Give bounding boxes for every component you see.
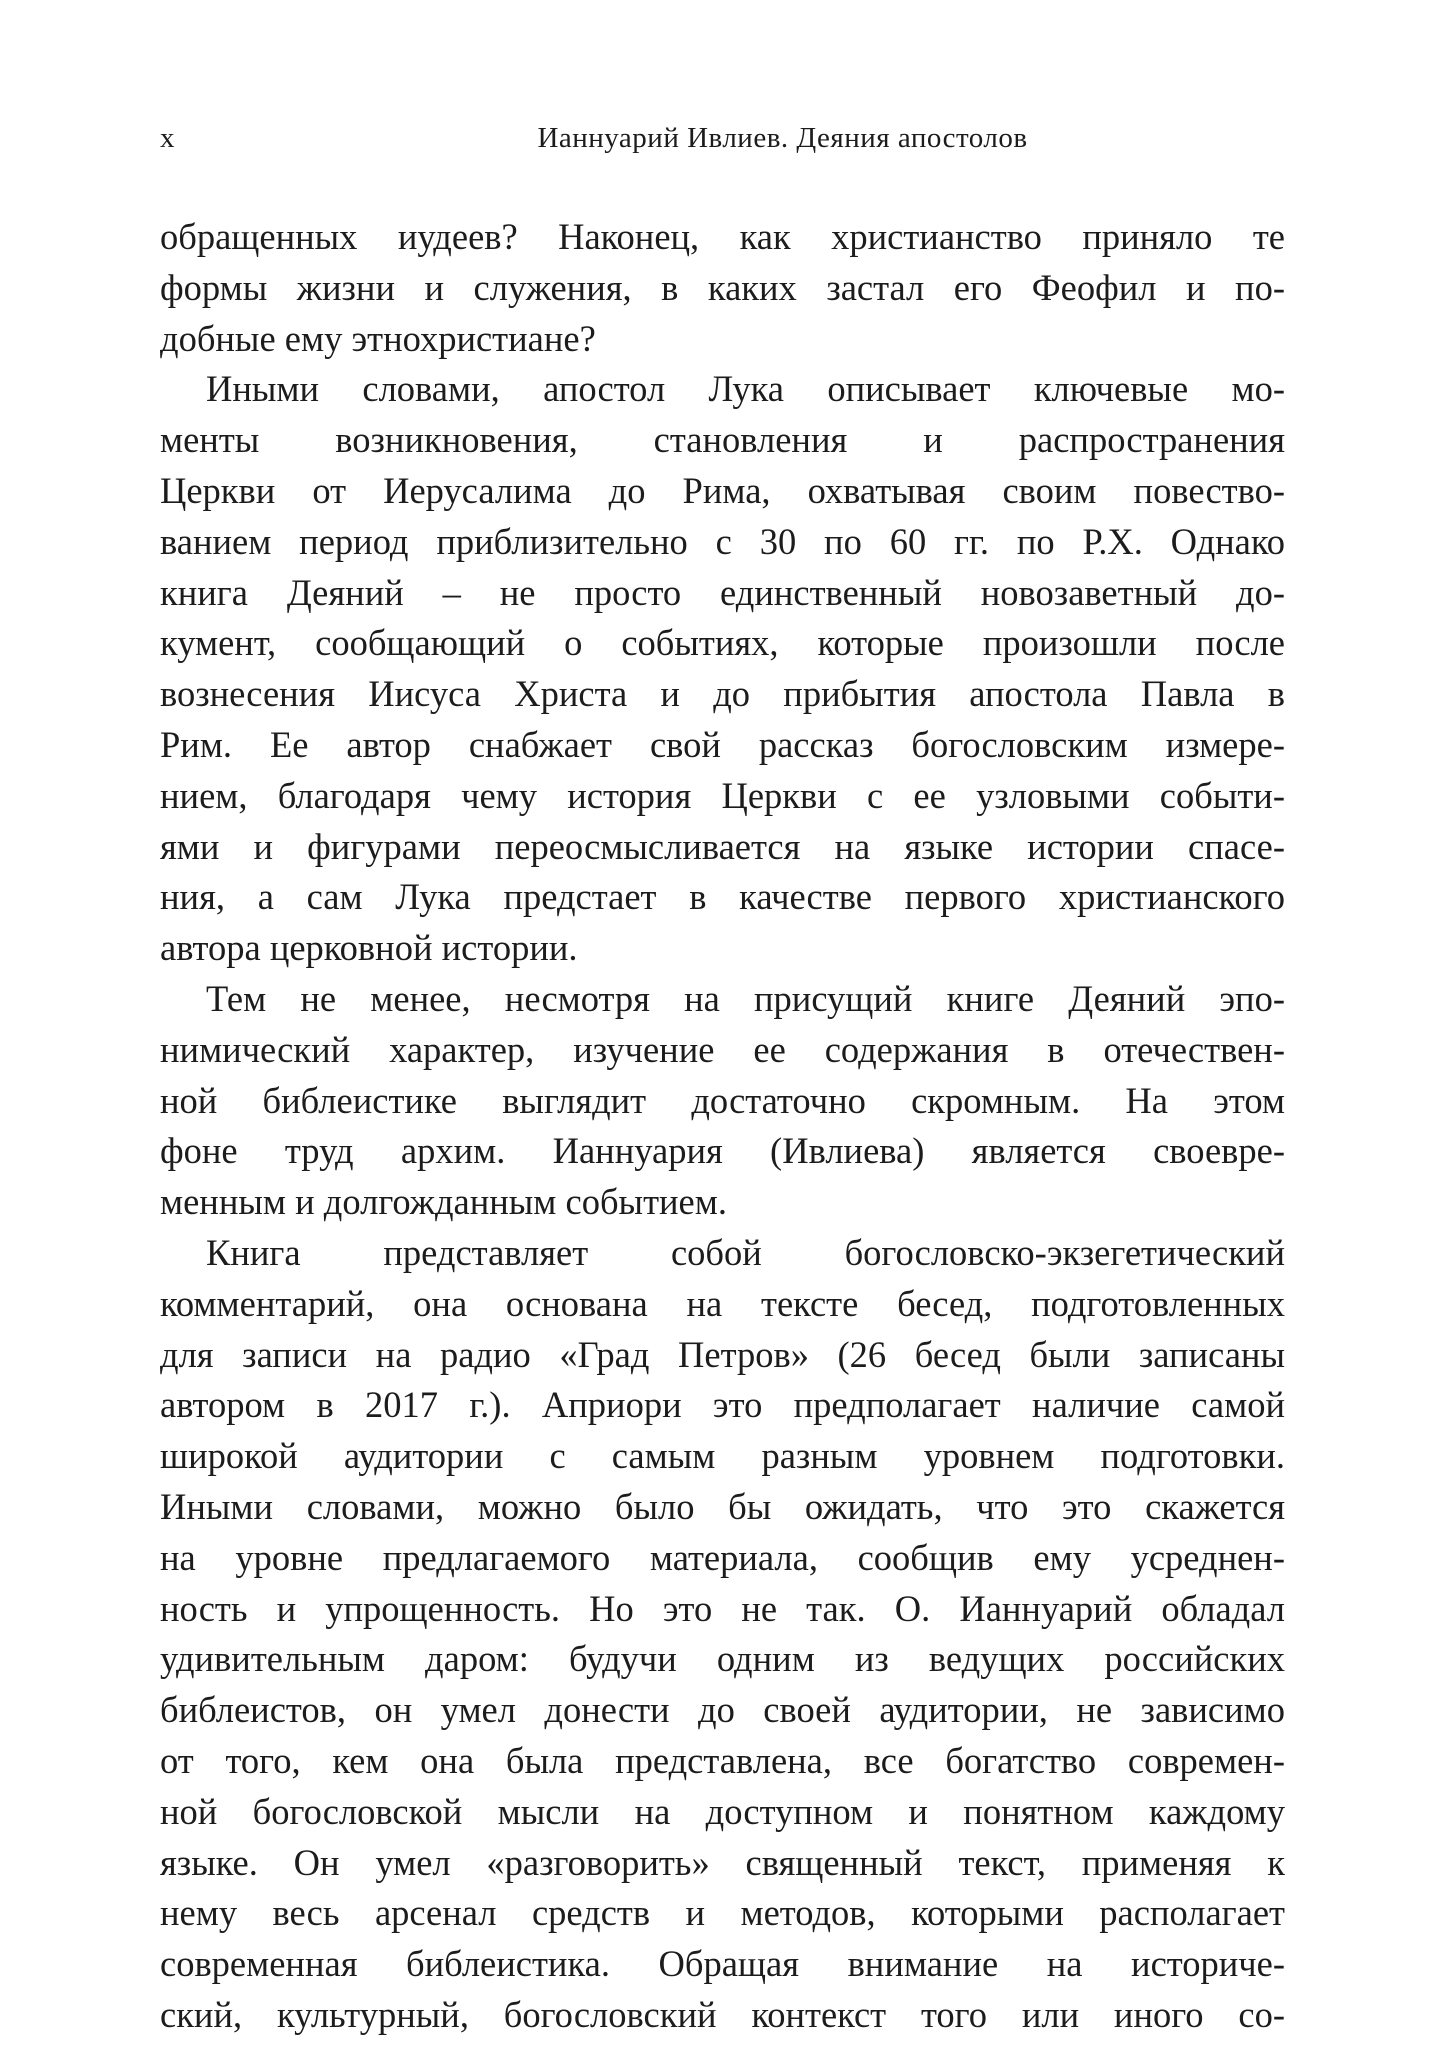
text-line: библеистов, он умел донести до своей аудитории, не зависимо — [160, 1689, 1285, 1731]
text-line: автором в 2017 г.). Априори это предполагает наличие самой — [160, 1384, 1285, 1426]
text-line: комментарий, она основана на тексте бесед, подготовленных — [160, 1282, 1285, 1324]
text-line: ния, а сам Лука предстает в качестве первого христианского — [160, 876, 1285, 918]
text-line: ванием период приблизительно с 30 по 60 гг. по Р.Х. Однако — [160, 520, 1285, 562]
text-line: нием, благодаря чему история Церкви с ее узловыми событи- — [160, 774, 1285, 816]
text-line: нему весь арсенал средств и методов, которыми располагает — [160, 1892, 1285, 1934]
text-line: менты возникновения, становления и распространения — [160, 419, 1285, 461]
running-title: Ианнуарий Ивлиев. Деяния апостолов — [537, 122, 1028, 154]
text-line: автора церковной истории. — [160, 927, 578, 969]
text-line: Книга представляет собой богословско-экзегетический — [206, 1231, 1285, 1273]
text-line: нимический характер, изучение ее содержания в отечествен- — [160, 1028, 1285, 1070]
page-number: x — [160, 122, 175, 154]
text-line: Иными словами, можно было бы ожидать, что это скажется — [160, 1485, 1285, 1527]
text-line: ной библеистике выглядит достаточно скромным. На этом — [160, 1079, 1285, 1121]
text-line: Иными словами, апостол Лука описывает ключевые мо- — [206, 368, 1285, 410]
body-text — [160, 212, 1285, 2041]
text-line: ность и упрощенность. Но это не так. О. Ианнуарий обладал — [160, 1587, 1285, 1629]
text-line: Церкви от Иерусалима до Рима, охватывая своим повество- — [160, 469, 1285, 511]
text-line: обращенных иудеев? Наконец, как христианство приняло те — [160, 216, 1285, 257]
text-line: от того, кем она была представлена, все богатство современ- — [160, 1739, 1285, 1781]
running-head — [160, 122, 1285, 162]
text-line: ский, культурный, богословский контекст того или иного со- — [160, 1993, 1285, 2035]
text-line: удивительным даром: будучи одним из ведущих российских — [160, 1638, 1285, 1680]
text-line: менным и долгожданным событием. — [160, 1181, 727, 1223]
text-line: на уровне предлагаемого материала, сообщив ему усреднен- — [160, 1536, 1285, 1578]
text-line: добные ему этнохристиане? — [160, 317, 596, 359]
text-line: формы жизни и служения, в каких застал его Феофил и по- — [160, 266, 1285, 308]
text-line: Тем не менее, несмотря на присущий книге Деяний эпо- — [206, 977, 1285, 1019]
text-line: книга Деяний – не просто единственный новозаветный до- — [160, 571, 1285, 613]
text-line: ной богословской мысли на доступном и понятном каждому — [160, 1790, 1285, 1832]
text-line: для записи на радио «Град Петров» (26 бесед были записаны — [160, 1333, 1285, 1375]
text-line: Рим. Ее автор снабжает свой рассказ богословским измере- — [160, 723, 1285, 765]
text-line: языке. Он умел «разговорить» священный текст, применяя к — [160, 1841, 1285, 1883]
text-line: современная библеистика. Обращая внимание на историче- — [160, 1943, 1285, 1985]
text-line: вознесения Иисуса Христа и до прибытия апостола Павла в — [160, 673, 1285, 715]
text-line: ями и фигурами переосмысливается на языке истории спасе- — [160, 825, 1285, 867]
text-line: фоне труд архим. Ианнуария (Ивлиева) является своевре- — [160, 1130, 1285, 1172]
text-line: кумент, сообщающий о событиях, которые произошли после — [160, 622, 1285, 664]
text-line: широкой аудитории с самым разным уровнем подготовки. — [160, 1435, 1285, 1477]
